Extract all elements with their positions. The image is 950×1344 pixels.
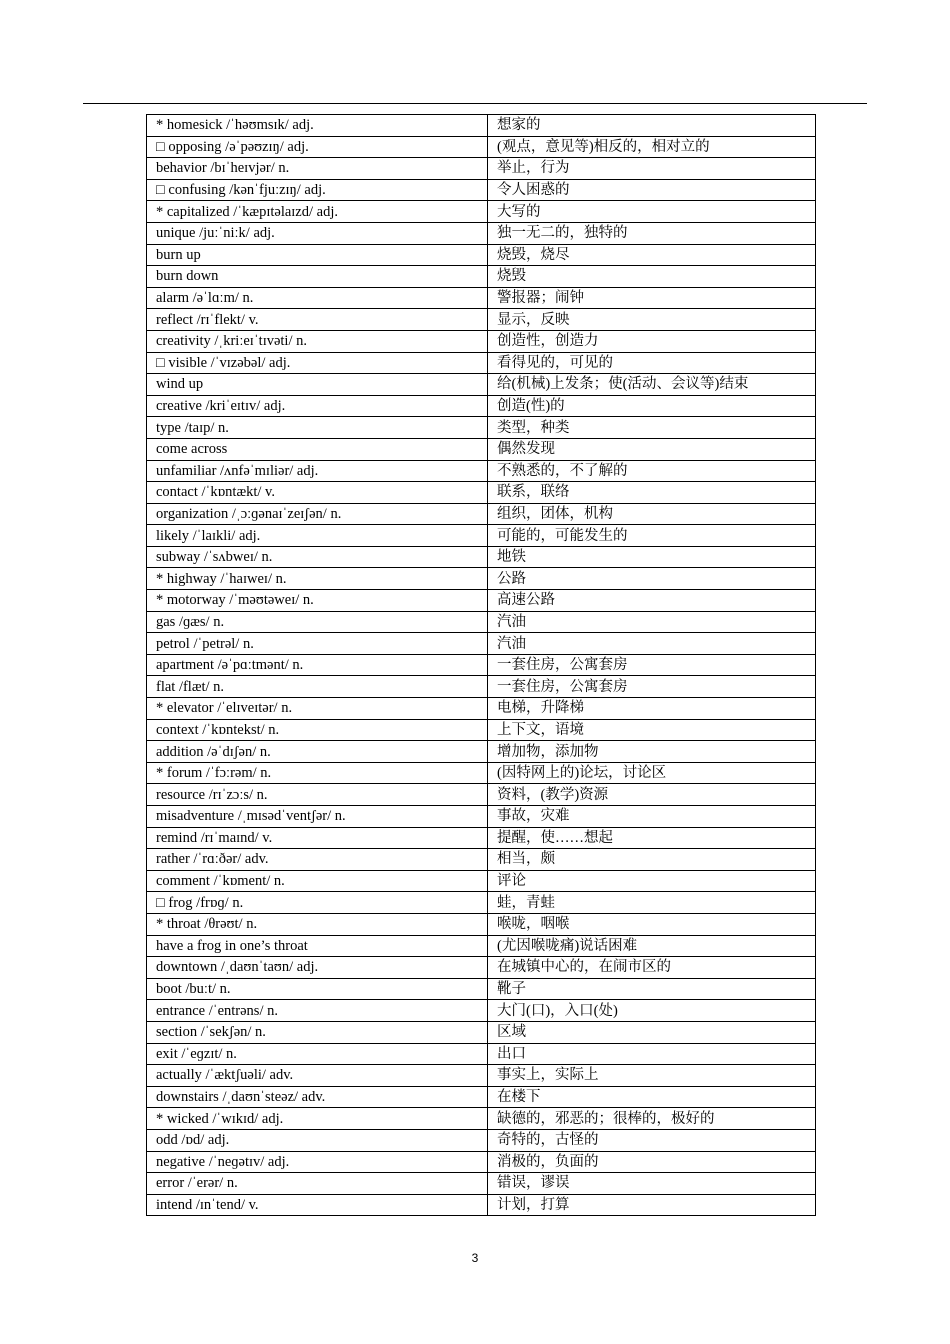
vocab-meaning: (尤因喉咙痛)说话困难 [488,935,816,957]
vocab-meaning: 显示，反映 [488,309,816,331]
vocab-meaning: 错误，谬误 [488,1173,816,1195]
vocab-meaning: 电梯，升降梯 [488,698,816,720]
vocab-term: type /taɪp/ n. [147,417,488,439]
vocab-term: likely /ˈlaɪkli/ adj. [147,525,488,547]
table-row [147,352,816,374]
vocab-meaning: 地铁 [488,546,816,568]
vocab-meaning: 类型，种类 [488,417,816,439]
vocab-meaning: 喉咙，咽喉 [488,913,816,935]
vocab-term: odd /ɒd/ adj. [147,1129,488,1151]
table-row [147,1173,816,1195]
vocab-term: □ opposing /əˈpəʊzɪŋ/ adj. [147,136,488,158]
vocab-term: creativity /ˌkriːeɪˈtɪvəti/ n. [147,330,488,352]
vocab-term: downstairs /ˌdaʊnˈsteəz/ adv. [147,1086,488,1108]
table-row [147,438,816,460]
vocab-meaning: 高速公路 [488,590,816,612]
vocab-term: petrol /ˈpetrəl/ n. [147,633,488,655]
vocab-term: come across [147,438,488,460]
table-row [147,913,816,935]
table-row [147,546,816,568]
table-row [147,1086,816,1108]
table-row [147,136,816,158]
vocabulary-table-body [147,115,816,1216]
vocab-meaning: 一套住房，公寓套房 [488,654,816,676]
vocab-meaning: 可能的，可能发生的 [488,525,816,547]
vocab-term: * elevator /ˈelɪveɪtər/ n. [147,698,488,720]
vocab-meaning: 蛙，青蛙 [488,892,816,914]
vocab-meaning: 区域 [488,1021,816,1043]
vocab-meaning: 在城镇中心的，在闹市区的 [488,957,816,979]
table-row [147,806,816,828]
vocab-meaning: 大门(口)，入口(处) [488,1000,816,1022]
vocab-meaning: 相当，颇 [488,849,816,871]
table-row [147,654,816,676]
vocab-meaning: 组织，团体，机构 [488,503,816,525]
table-row [147,1194,816,1216]
vocab-meaning: 公路 [488,568,816,590]
vocab-meaning: 汽油 [488,611,816,633]
vocab-term: context /ˈkɒntekst/ n. [147,719,488,741]
vocab-meaning: 举止，行为 [488,158,816,180]
vocab-term: contact /ˈkɒntækt/ v. [147,482,488,504]
table-row [147,849,816,871]
table-row [147,395,816,417]
table-row [147,1151,816,1173]
vocab-meaning: 评论 [488,870,816,892]
vocab-term: misadventure /ˌmɪsədˈventʃər/ n. [147,806,488,828]
vocab-meaning: 资料，(教学)资源 [488,784,816,806]
vocab-meaning: 烧毁 [488,266,816,288]
vocab-meaning: 消极的，负面的 [488,1151,816,1173]
table-row [147,892,816,914]
table-row [147,482,816,504]
vocab-term: * homesick /ˈhəʊmsɪk/ adj. [147,115,488,137]
table-row [147,1108,816,1130]
vocab-term: actually /ˈæktʃuəli/ adv. [147,1065,488,1087]
vocab-term: unique /juːˈniːk/ adj. [147,222,488,244]
vocab-meaning: 一套住房，公寓套房 [488,676,816,698]
table-row [147,115,816,137]
vocab-meaning: 计划，打算 [488,1194,816,1216]
table-row [147,244,816,266]
table-row [147,1021,816,1043]
vocab-term: □ visible /ˈvɪzəbəl/ adj. [147,352,488,374]
vocab-term: subway /ˈsʌbweɪ/ n. [147,546,488,568]
vocab-meaning: 警报器；闹钟 [488,287,816,309]
table-row [147,1065,816,1087]
table-row [147,201,816,223]
table-row [147,287,816,309]
table-row [147,698,816,720]
table-row [147,330,816,352]
vocab-term: flat /flæt/ n. [147,676,488,698]
vocab-meaning: 创造性，创造力 [488,330,816,352]
vocab-meaning: 不熟悉的，不了解的 [488,460,816,482]
vocab-term: burn down [147,266,488,288]
vocab-meaning: 汽油 [488,633,816,655]
vocab-term: * highway /ˈhaɪweɪ/ n. [147,568,488,590]
vocabulary-table [146,114,816,1216]
vocab-term: creative /kriˈeɪtɪv/ adj. [147,395,488,417]
table-row [147,719,816,741]
table-row [147,870,816,892]
vocab-meaning: 增加物，添加物 [488,741,816,763]
table-row [147,374,816,396]
vocab-term: intend /ɪnˈtend/ v. [147,1194,488,1216]
vocab-meaning: 烧毁，烧尽 [488,244,816,266]
vocab-term: section /ˈsekʃən/ n. [147,1021,488,1043]
table-row [147,525,816,547]
vocab-term: * motorway /ˈməʊtəweɪ/ n. [147,590,488,612]
vocab-meaning: 给(机械)上发条；使(活动、会议等)结束 [488,374,816,396]
vocab-meaning: 大写的 [488,201,816,223]
vocab-term: downtown /ˌdaʊnˈtaʊn/ adj. [147,957,488,979]
table-row [147,503,816,525]
vocab-meaning: 提醒，使……想起 [488,827,816,849]
vocab-meaning: 创造(性)的 [488,395,816,417]
table-row [147,158,816,180]
vocab-meaning: (因特网上的)论坛，讨论区 [488,762,816,784]
vocab-term: boot /buːt/ n. [147,978,488,1000]
vocab-meaning: 在楼下 [488,1086,816,1108]
vocab-meaning: 偶然发现 [488,438,816,460]
table-row [147,676,816,698]
vocab-term: gas /ɡæs/ n. [147,611,488,633]
table-row [147,978,816,1000]
table-row [147,784,816,806]
table-row [147,1000,816,1022]
vocab-meaning: 出口 [488,1043,816,1065]
table-row [147,633,816,655]
vocab-term: burn up [147,244,488,266]
vocab-term: alarm /əˈlɑːm/ n. [147,287,488,309]
vocab-term: addition /əˈdɪʃən/ n. [147,741,488,763]
vocab-term: apartment /əˈpɑːtmənt/ n. [147,654,488,676]
vocab-term: comment /ˈkɒment/ n. [147,870,488,892]
vocab-meaning: 令人困惑的 [488,179,816,201]
header-rule [83,103,867,104]
vocab-term: resource /rɪˈzɔːs/ n. [147,784,488,806]
vocab-term: error /ˈerər/ n. [147,1173,488,1195]
vocab-term: entrance /ˈentrəns/ n. [147,1000,488,1022]
table-row [147,935,816,957]
table-row [147,957,816,979]
vocab-term: rather /ˈrɑːðər/ adv. [147,849,488,871]
vocab-term: wind up [147,374,488,396]
table-row [147,1129,816,1151]
vocab-meaning: 奇特的，古怪的 [488,1129,816,1151]
table-row [147,741,816,763]
vocab-meaning: 靴子 [488,978,816,1000]
table-row [147,762,816,784]
table-row [147,266,816,288]
page-number: 3 [471,1251,479,1265]
vocab-term: reflect /rɪˈflekt/ v. [147,309,488,331]
vocab-term: remind /rɪˈmaɪnd/ v. [147,827,488,849]
vocab-term: * throat /θrəʊt/ n. [147,913,488,935]
vocab-term: * capitalized /ˈkæpɪtəlaɪzd/ adj. [147,201,488,223]
vocab-meaning: 看得见的，可见的 [488,352,816,374]
vocab-term: negative /ˈneɡətɪv/ adj. [147,1151,488,1173]
vocab-meaning: 想家的 [488,115,816,137]
vocab-term: * wicked /ˈwɪkɪd/ adj. [147,1108,488,1130]
table-row [147,460,816,482]
table-row [147,417,816,439]
vocab-term: □ frog /frɒɡ/ n. [147,892,488,914]
table-row [147,222,816,244]
vocab-meaning: (观点，意见等)相反的，相对立的 [488,136,816,158]
vocab-meaning: 事故，灾难 [488,806,816,828]
vocab-term: * forum /ˈfɔːrəm/ n. [147,762,488,784]
table-row [147,611,816,633]
table-row [147,309,816,331]
vocab-term: □ confusing /kənˈfjuːzɪŋ/ adj. [147,179,488,201]
table-row [147,1043,816,1065]
vocab-term: organization /ˌɔːɡənaɪˈzeɪʃən/ n. [147,503,488,525]
vocab-term: exit /ˈeɡzɪt/ n. [147,1043,488,1065]
vocab-meaning: 事实上，实际上 [488,1065,816,1087]
table-row [147,827,816,849]
table-row [147,179,816,201]
vocab-term: unfamiliar /ʌnfəˈmɪliər/ adj. [147,460,488,482]
vocab-meaning: 独一无二的，独特的 [488,222,816,244]
table-row [147,568,816,590]
vocab-term: behavior /bɪˈheɪvjər/ n. [147,158,488,180]
vocab-meaning: 联系，联络 [488,482,816,504]
vocab-term: have a frog in one’s throat [147,935,488,957]
vocab-meaning: 上下文，语境 [488,719,816,741]
table-row [147,590,816,612]
vocab-meaning: 缺德的，邪恶的；很棒的，极好的 [488,1108,816,1130]
